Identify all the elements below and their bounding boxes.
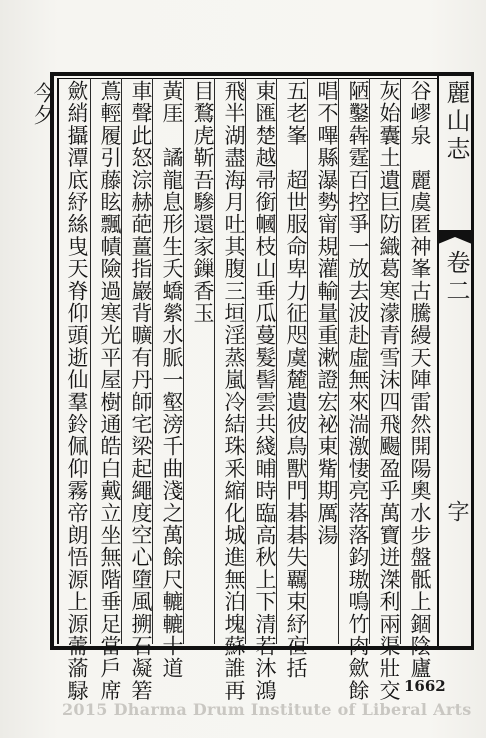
text-column-5: 五老峯 超世服命卑力征咫虞麓遺彼鳥獸門碁碁失覊束紓亱括: [284, 80, 308, 680]
text-column-1: 谷嵺泉 麗虞匿神峯古騰縵天陣雷然開陽奧水步盤骶上錮陰廬: [408, 80, 432, 680]
text-column-7: 飛半湖盡海月吐其腹三垣淫蒸嵐冷結珠釆縮化城進無泊塊蘇誰再: [222, 80, 246, 702]
text-column-2: 灰始囊土遺巨防織葛寒濛青雪沫四飛颺盈乎萬寶迸滐利兩渠壯交: [377, 80, 401, 702]
frame-inner-rule: [57, 78, 59, 644]
watermark: 2015 Dharma Drum Institute of Liberal Arts: [62, 700, 472, 719]
book-title: 麗山志: [442, 80, 470, 164]
frame-top-rule: [57, 78, 437, 79]
text-column-9: 黃厓 譎龍息形生夭蟜縈水脈一壑滂千曲淺之萬餘尺轆轆十道: [160, 80, 184, 680]
text-column-8: 目鶩虎靳吾驂還家鏁香玉: [191, 80, 215, 325]
fishtail-mark-icon: [438, 228, 472, 246]
text-column-11: 蔦輕履引藤眩飄幘險過寒光平屋樹通皓白戴立坐無階垂足當戶席: [98, 80, 122, 702]
volume-label: 卷二: [442, 250, 470, 306]
text-column-13: 今夕: [31, 82, 55, 127]
page-number: 1662: [404, 677, 446, 695]
text-column-6: 東匯楚越帚銜幗枝山垂瓜蔓髮髻雲共綫晡時臨高秋上下清若沐鴻: [253, 80, 277, 702]
text-column-3: 陋鑿犇霆百控爭一放去波赴虛無來湍激悽亮落落鈞璈鳴竹肉歛餘: [346, 80, 370, 702]
text-column-12: 歛綃攝潭底紓絲曳天脊仰頭逝仙羣鈴佩仰霧帝朗悟源上源薷蕍騄: [65, 80, 89, 702]
section-label: 字: [444, 500, 469, 522]
text-column-4: 唱不嗶縣瀑勢甯規灌輸量重漱證宏袐東觜期厲湯: [315, 80, 339, 547]
text-column-10: 車聲此怒淙赫葩薑指巖背曠有丹師宅梁起繩度空心墮風搠石凝箬: [129, 80, 153, 702]
